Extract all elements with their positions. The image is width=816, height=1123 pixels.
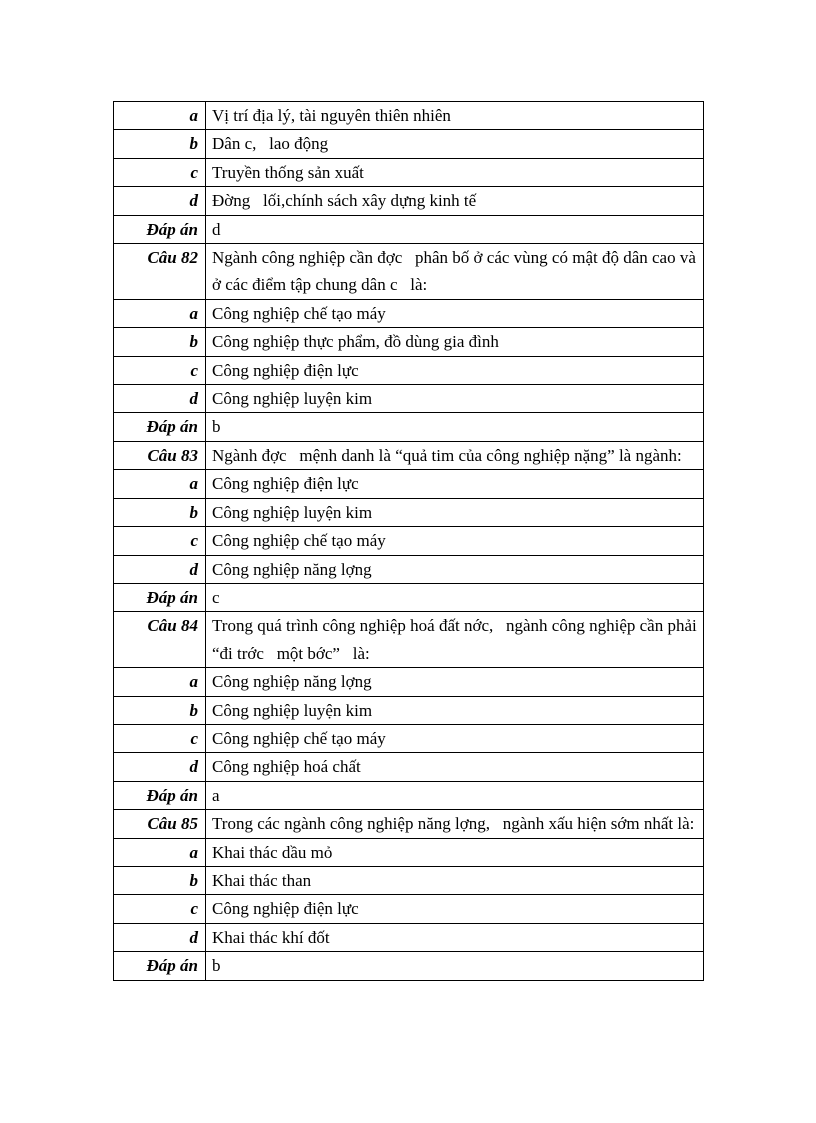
option-text: Công nghiệp chế tạo máy — [206, 527, 704, 555]
option-text: Công nghiệp thực phẩm, đồ dùng gia đình — [206, 328, 704, 356]
option-letter: c — [114, 527, 206, 555]
question-text: Ngành đợc mệnh danh là “quả tim của công nghiệp nặng” là ngành: — [206, 441, 704, 469]
question-row — [114, 612, 704, 668]
question-row — [114, 244, 704, 300]
option-letter: d — [114, 385, 206, 413]
option-letter: b — [114, 498, 206, 526]
option-row — [114, 555, 704, 583]
quiz-table — [113, 101, 704, 981]
option-row — [114, 356, 704, 384]
option-letter: b — [114, 328, 206, 356]
question-number: Câu 85 — [114, 810, 206, 838]
option-text: Công nghiệp chế tạo máy — [206, 299, 704, 327]
answer-label: Đáp án — [114, 583, 206, 611]
question-row — [114, 810, 704, 838]
option-text: Công nghiệp điện lực — [206, 356, 704, 384]
option-letter: b — [114, 866, 206, 894]
option-text: Dân c, lao động — [206, 130, 704, 158]
option-text: Công nghiệp điện lực — [206, 895, 704, 923]
option-row — [114, 130, 704, 158]
option-letter: c — [114, 158, 206, 186]
option-text: Truyền thống sản xuất — [206, 158, 704, 186]
option-letter: c — [114, 724, 206, 752]
option-letter: a — [114, 838, 206, 866]
option-text: Công nghiệp điện lực — [206, 470, 704, 498]
question-text: Trong quá trình công nghiệp hoá đất nớc, ngành công nghiệp cần phải “đi trớc một bớc” là: — [206, 612, 704, 668]
option-row — [114, 753, 704, 781]
option-letter: a — [114, 102, 206, 130]
quiz-table-body — [114, 102, 704, 981]
option-text: Công nghiệp luyện kim — [206, 385, 704, 413]
option-text: Khai thác khí đốt — [206, 923, 704, 951]
option-row — [114, 895, 704, 923]
option-letter: c — [114, 356, 206, 384]
option-text: Công nghiệp năng lợng — [206, 555, 704, 583]
question-text: Ngành công nghiệp cần đợc phân bố ở các vùng có mật độ dân cao và ở các điểm tập chung dân c là: — [206, 244, 704, 300]
question-number: Câu 82 — [114, 244, 206, 300]
option-row — [114, 668, 704, 696]
option-letter: a — [114, 470, 206, 498]
option-text: Công nghiệp năng lợng — [206, 668, 704, 696]
option-row — [114, 158, 704, 186]
option-row — [114, 838, 704, 866]
answer-row — [114, 781, 704, 809]
answer-value: a — [206, 781, 704, 809]
answer-row — [114, 583, 704, 611]
option-letter: d — [114, 555, 206, 583]
option-row — [114, 102, 704, 130]
option-letter: d — [114, 753, 206, 781]
answer-row — [114, 952, 704, 980]
option-row — [114, 299, 704, 327]
answer-value: d — [206, 215, 704, 243]
answer-label: Đáp án — [114, 952, 206, 980]
answer-value: b — [206, 413, 704, 441]
option-text: Đờng lối,chính sách xây dựng kinh tế — [206, 187, 704, 215]
option-row — [114, 498, 704, 526]
answer-row — [114, 215, 704, 243]
option-letter: b — [114, 696, 206, 724]
option-text: Vị trí địa lý, tài nguyên thiên nhiên — [206, 102, 704, 130]
option-row — [114, 866, 704, 894]
option-text: Công nghiệp luyện kim — [206, 696, 704, 724]
option-letter: b — [114, 130, 206, 158]
question-number: Câu 83 — [114, 441, 206, 469]
option-letter: c — [114, 895, 206, 923]
option-letter: d — [114, 187, 206, 215]
option-row — [114, 696, 704, 724]
question-number: Câu 84 — [114, 612, 206, 668]
option-text: Công nghiệp luyện kim — [206, 498, 704, 526]
question-text: Trong các ngành công nghiệp năng lợng, ngành xấu hiện sớm nhất là: — [206, 810, 704, 838]
option-letter: a — [114, 668, 206, 696]
option-text: Công nghiệp hoá chất — [206, 753, 704, 781]
question-row — [114, 441, 704, 469]
answer-row — [114, 413, 704, 441]
option-text: Khai thác than — [206, 866, 704, 894]
option-letter: d — [114, 923, 206, 951]
option-row — [114, 187, 704, 215]
answer-label: Đáp án — [114, 413, 206, 441]
option-text: Công nghiệp chế tạo máy — [206, 724, 704, 752]
option-row — [114, 385, 704, 413]
option-row — [114, 923, 704, 951]
option-row — [114, 470, 704, 498]
option-row — [114, 328, 704, 356]
answer-label: Đáp án — [114, 781, 206, 809]
answer-value: b — [206, 952, 704, 980]
option-row — [114, 527, 704, 555]
option-letter: a — [114, 299, 206, 327]
answer-value: c — [206, 583, 704, 611]
answer-label: Đáp án — [114, 215, 206, 243]
option-text: Khai thác dầu mỏ — [206, 838, 704, 866]
option-row — [114, 724, 704, 752]
